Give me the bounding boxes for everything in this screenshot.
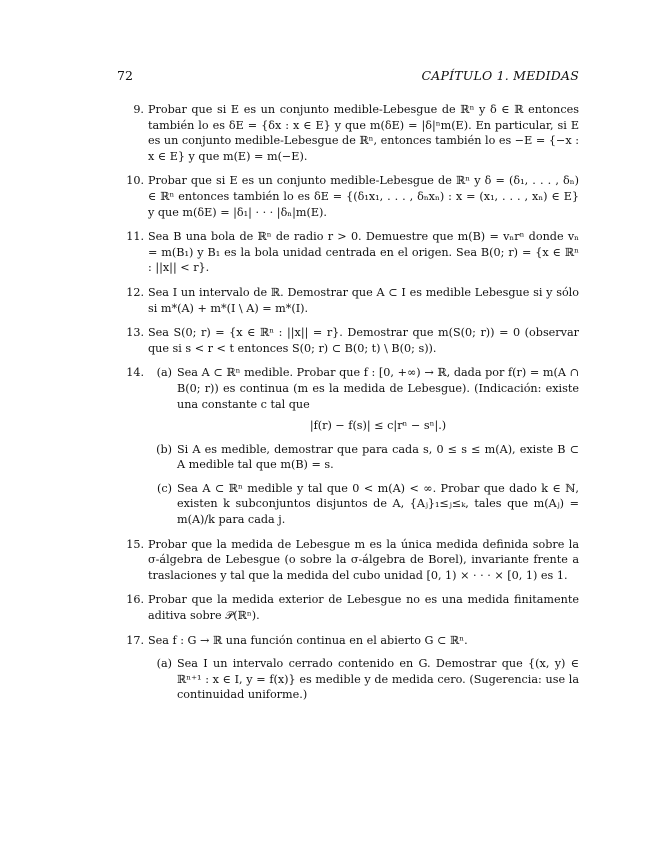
part-text: Si A es medible, demostrar que para cada s, 0 ≤ s ≤ m(A), existe B ⊂ A medible tal que m(B) = s. xyxy=(177,442,579,472)
part-text: Sea A ⊂ ℝⁿ medible. Probar que f : [0, +∞) → ℝ, dada por f(r) = m(A ∩ B(0; r)) es continua (m es la medida de Lebesgue). (Indicación: existe una constante c tal que xyxy=(177,366,579,411)
exercise-part-a xyxy=(148,365,579,433)
exercise-13 xyxy=(117,325,579,356)
exercise-part-b xyxy=(148,442,579,473)
page-number: 72 xyxy=(117,68,133,83)
exercise-17 xyxy=(117,633,579,703)
exercise-text: Sea I un intervalo de ℝ. Demostrar que A ⊂ I es medible Lebesgue si y sólo si m*(A) + m*(I \ A) = m*(I). xyxy=(148,285,579,315)
exercise-number: 16. xyxy=(126,593,144,607)
exercise-part-c xyxy=(148,481,579,528)
running-title: CAPÍTULO 1. MEDIDAS xyxy=(421,68,579,83)
part-label: (a) xyxy=(156,366,172,380)
part-label: (a) xyxy=(156,657,172,671)
exercise-11 xyxy=(117,229,579,276)
exercise-15 xyxy=(117,537,579,584)
exercise-number: 14. xyxy=(126,366,144,380)
exercise-16 xyxy=(117,592,579,623)
page-header xyxy=(117,68,579,84)
part-label: (c) xyxy=(157,481,172,495)
exercise-part-a xyxy=(148,656,579,703)
exercise-12 xyxy=(117,285,579,316)
exercise-number: 15. xyxy=(126,537,144,551)
exercise-10 xyxy=(117,173,579,220)
exercise-text: Sea f : G → ℝ una función continua en el abierto G ⊂ ℝⁿ. xyxy=(148,633,468,647)
exercise-list xyxy=(117,102,579,712)
exercise-text: Probar que si E es un conjunto medible-Lebesgue de ℝⁿ y δ ∈ ℝ entonces también lo es δE = {δx : x ∈ E} y que m(δE) = |δ|ⁿm(E). En particular, si E es un conjunto medible-Lebesgue de ℝⁿ, entonces también lo es −E = {−x : x ∈ E} y que m(E) = m(−E). xyxy=(148,103,579,163)
display-equation: |f(r) − f(s)| ≤ c|rⁿ − sⁿ|.) xyxy=(309,419,447,433)
exercise-number: 11. xyxy=(126,230,144,244)
exercise-9 xyxy=(117,102,579,164)
exercise-number: 10. xyxy=(126,174,144,188)
part-label: (b) xyxy=(156,442,172,456)
exercise-text: Probar que la medida de Lebesgue m es la única medida definida sobre la σ-álgebra de Lebesgue (o sobre la σ-álgebra de Borel), invariante frente a traslaciones y tal que la medida del cubo unidad [0, 1) × · · · × [0, 1) es 1. xyxy=(148,537,579,582)
exercise-number: 9. xyxy=(133,103,144,116)
exercise-text: Sea B una bola de ℝⁿ de radio r > 0. Demuestre que m(B) = vₙrⁿ donde vₙ = m(B₁) y B₁ es la bola unidad centrada en el origen. Sea B(0; r) = {x ∈ ℝⁿ : ||x|| < r}. xyxy=(148,230,579,275)
part-text: Sea A ⊂ ℝⁿ medible y tal que 0 < m(A) < ∞. Probar que dado k ∈ ℕ, existen k subconjuntos disjuntos de A, {Aⱼ}₁≤ⱼ≤ₖ, tales que m(Aⱼ) = m(A)/k para cada j. xyxy=(177,481,579,527)
exercise-number: 17. xyxy=(126,633,144,647)
exercise-14 xyxy=(117,365,579,527)
part-text: Sea I un intervalo cerrado contenido en G. Demostrar que {(x, y) ∈ ℝⁿ⁺¹ : x ∈ I, y = f(x)} es medible y de medida cero. (Sugerencia: use la continuidad uniforme.) xyxy=(177,657,579,702)
exercise-number: 13. xyxy=(126,326,144,340)
exercise-number: 12. xyxy=(126,285,144,299)
exercise-text: Probar que si E es un conjunto medible-Lebesgue de ℝⁿ y δ = (δ₁, . . . , δₙ) ∈ ℝⁿ entonces también lo es δE = {(δ₁x₁, . . . , δₙxₙ) : x = (x₁, . . . , xₙ) ∈ E} y que m(δE) = |δ₁| · · · |δₙ|m(E). xyxy=(148,174,579,219)
exercise-text: Probar que la medida exterior de Lebesgue no es una medida finitamente aditiva sobre 𝒫(ℝⁿ). xyxy=(148,593,579,623)
exercise-text: Sea S(0; r) = {x ∈ ℝⁿ : ||x|| = r}. Demostrar que m(S(0; r)) = 0 (observar que si s < r < t entonces S(0; r) ⊂ B(0; t) \ B(0; s)). xyxy=(148,326,579,355)
